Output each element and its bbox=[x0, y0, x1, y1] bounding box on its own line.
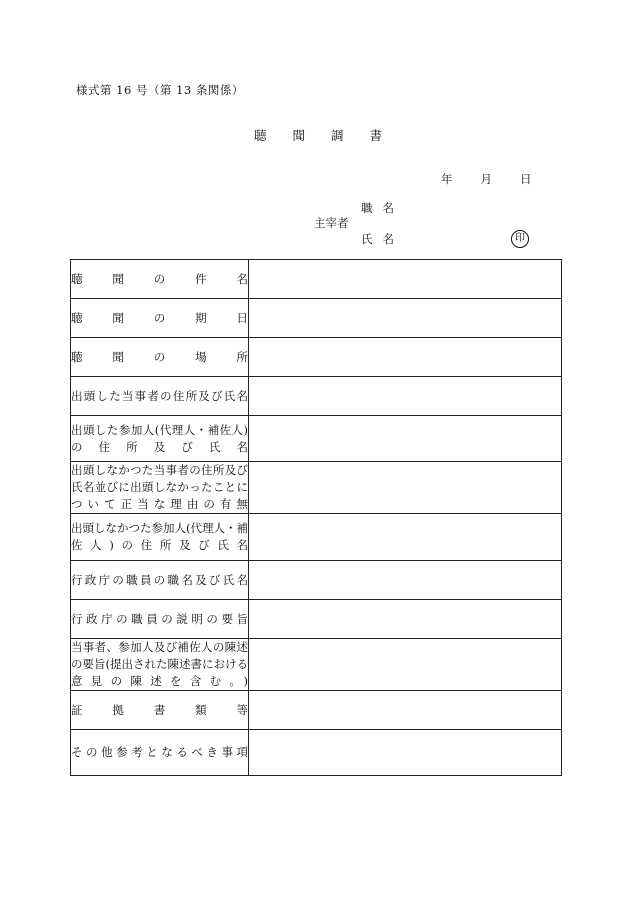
value-absent-participant[interactable] bbox=[249, 514, 562, 561]
date-line bbox=[441, 171, 532, 187]
value-other-matters[interactable] bbox=[249, 730, 562, 776]
table-row bbox=[71, 600, 562, 639]
label-char: 聴 bbox=[71, 310, 83, 325]
label-char: 等 bbox=[236, 702, 248, 717]
table-row bbox=[71, 377, 562, 416]
hearing-record-table bbox=[70, 259, 562, 776]
value-evidence[interactable] bbox=[249, 691, 562, 730]
row-label-other-matters: その他参考となるべき事項 bbox=[71, 730, 249, 776]
label-char: 場 bbox=[195, 349, 207, 364]
value-place[interactable] bbox=[249, 338, 562, 377]
row-label-official-name: 行政庁の職員の職名及び氏名 bbox=[71, 561, 249, 600]
label-char: 証 bbox=[71, 702, 83, 717]
row-label-absent-participant: 出頭しなかつた参加人(代理人・補佐人)の住所及び氏名 bbox=[71, 514, 249, 561]
label-char: 拠 bbox=[112, 702, 124, 717]
day-label: 日 bbox=[520, 172, 532, 186]
row-label-attending-party: 出頭した当事者の住所及び氏名 bbox=[71, 377, 249, 416]
table-row bbox=[71, 416, 562, 462]
value-absent-party[interactable] bbox=[249, 462, 562, 514]
table-row bbox=[71, 730, 562, 776]
form-number: 様式第 16 号（第 13 条関係） bbox=[76, 83, 244, 97]
label-char: の bbox=[153, 349, 166, 364]
value-case-name[interactable] bbox=[249, 260, 562, 299]
value-official-name[interactable] bbox=[249, 561, 562, 600]
row-label-case-name bbox=[71, 260, 249, 299]
label-char: 日 bbox=[236, 310, 248, 325]
row-label-date bbox=[71, 299, 249, 338]
row-label-statements: 当事者、参加人及び補佐人の陳述の要旨(提出された陳述書における意見の陳述を含む。) bbox=[71, 639, 249, 691]
title-char: 調 bbox=[331, 128, 344, 143]
table-row bbox=[71, 691, 562, 730]
table-row bbox=[71, 338, 562, 377]
post-label: 職名 bbox=[361, 201, 404, 215]
seal-icon: 印 bbox=[511, 230, 529, 248]
row-label-absent-party: 出頭しなかつた当事者の住所及び氏名並びに出頭しなかったことについて正当な理由の有無 bbox=[71, 462, 249, 514]
year-label: 年 bbox=[441, 172, 453, 186]
row-label-place bbox=[71, 338, 249, 377]
title-char: 聴 bbox=[254, 128, 267, 143]
label-char: 類 bbox=[195, 702, 207, 717]
value-official-explanation[interactable] bbox=[249, 600, 562, 639]
value-statements[interactable] bbox=[249, 639, 562, 691]
title-char: 聞 bbox=[292, 128, 306, 143]
row-label-official-explanation: 行政庁の職員の説明の要旨 bbox=[71, 600, 249, 639]
row-label-evidence bbox=[71, 691, 249, 730]
label-char: 聴 bbox=[71, 271, 83, 286]
label-char: の bbox=[153, 271, 166, 286]
document-title bbox=[254, 126, 382, 144]
label-char: 聞 bbox=[112, 349, 124, 364]
table-row bbox=[71, 514, 562, 561]
label-char: 件 bbox=[195, 271, 207, 286]
table-row bbox=[71, 260, 562, 299]
title-char: 書 bbox=[369, 128, 383, 143]
table-row bbox=[71, 639, 562, 691]
label-char: 聴 bbox=[71, 349, 83, 364]
table-row bbox=[71, 462, 562, 514]
presider-label: 主宰者 bbox=[314, 216, 349, 230]
table-row bbox=[71, 561, 562, 600]
name-label: 氏名 bbox=[361, 232, 404, 246]
value-attending-party[interactable] bbox=[249, 377, 562, 416]
value-attending-participant[interactable] bbox=[249, 416, 562, 462]
label-char: 所 bbox=[236, 349, 248, 364]
label-char: 書 bbox=[153, 702, 166, 717]
month-label: 月 bbox=[480, 172, 492, 186]
label-char: 名 bbox=[236, 271, 248, 286]
table-row bbox=[71, 299, 562, 338]
label-char: 期 bbox=[195, 310, 207, 325]
label-char: の bbox=[153, 310, 166, 325]
row-label-attending-participant: 出頭した参加人(代理人・補佐人)の住所及び氏名 bbox=[71, 416, 249, 462]
label-char: 聞 bbox=[112, 310, 124, 325]
label-char: 聞 bbox=[112, 271, 124, 286]
value-date[interactable] bbox=[249, 299, 562, 338]
